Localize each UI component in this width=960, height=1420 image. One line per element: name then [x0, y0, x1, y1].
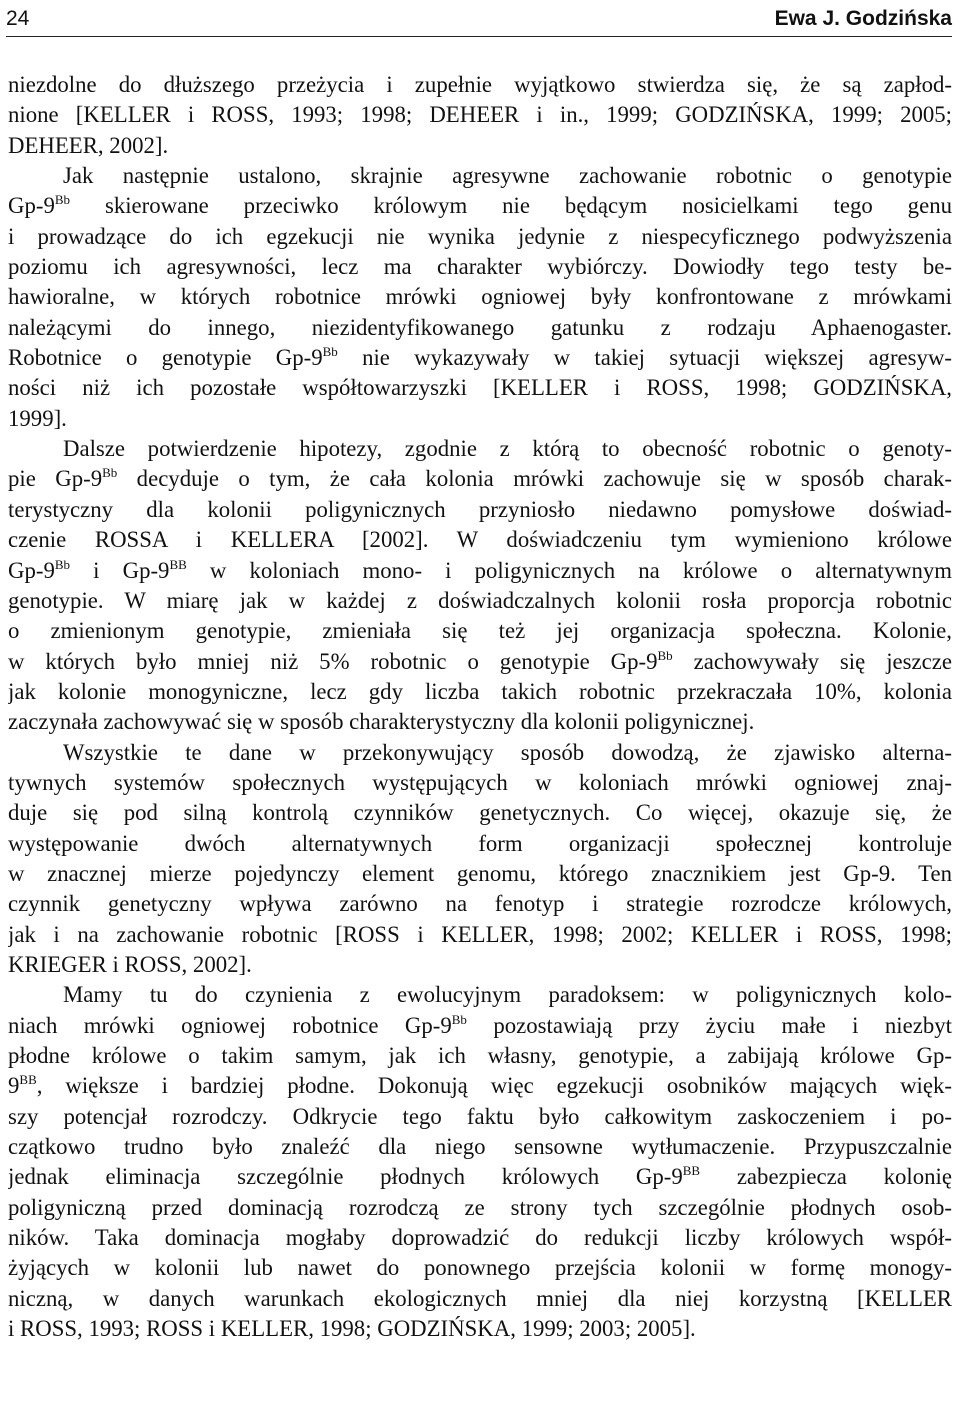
running-head-author: Ewa J. Godzińska: [774, 7, 952, 30]
text-line: Robotnice o genotypie $Gp-9^{Bb}$ nie wykazywały w takiej sytuacji większej agresyw-: [8, 344, 952, 371]
text-line: tywnych systemów społecznych występujących w koloniach mrówki ogniowej znaj-: [8, 769, 952, 795]
text-line: genotypie. W miarę jak w każdej z doświadczalnych kolonii rosła proporcja robotnic: [8, 587, 952, 613]
text-line: szy potencjał rozrodczy. Odkrycie tego faktu było całkowitym zaskoczeniem i po-: [8, 1103, 952, 1129]
text-line: Dalsze potwierdzenie hipotezy, zgodnie z którą to obecność robotnic o genoty-: [63, 436, 952, 462]
text-line: ności niż ich pozostałe współtowarzyszki [KELLER i ROSS, 1998; GODZIŃSKA,: [8, 375, 952, 401]
text-line: ników. Taka dominacja mogłaby doprowadzić do redukcji liczby królowych współ-: [8, 1225, 952, 1251]
text-line: Mamy tu do czynienia z ewolucyjnym paradoksem: w poligynicznych kolo-: [63, 982, 952, 1008]
text-line: czenie ROSSA i KELLERA [2002]. W doświadczeniu tym wymieniono królowe: [8, 527, 952, 553]
text-line: KRIEGER i ROSS, 2002].: [8, 951, 252, 977]
text-line: Jak następnie ustalono, skrajnie agresywne zachowanie robotnic o genotypie: [63, 163, 952, 189]
text-line: niach mrówki ogniowej robotnice $Gp-9^{Bb}$ pozostawiają przy życiu małe i niezbyt: [8, 1011, 952, 1038]
text-line: i prowadzące do ich egzekucji nie wynika jedynie z niespecyficznego podwyższenia: [8, 223, 952, 249]
text-line: i ROSS, 1993; ROSS i KELLER, 1998; GODZIŃSKA, 1999; 2003; 2005].: [8, 1316, 696, 1342]
text-line: żyjących w kolonii lub nawet do ponownego przejścia kolonii w formę monogy-: [8, 1255, 952, 1281]
text-line: $Gp-9^{Bb}$ skierowane przeciwko królowym nie będącym nosicielkami tego genu: [8, 192, 952, 219]
text-line: zaczynała zachowywać się w sposób charakterystyczny dla kolonii poligynicznej.: [8, 709, 755, 735]
text-line: duje się pod silną kontrolą czynników genetycznych. Co więcej, okazuje się, że: [8, 800, 952, 826]
page-header: [6, 2, 952, 37]
text-line: płodne królowe o takim samym, jak ich własny, genotypie, a zabijają królowe Gp-: [8, 1043, 952, 1068]
text-line: niezdolne do dłuższego przeżycia i zupełnie wyjątkowo stwierdza się, że są zapłod-: [8, 72, 952, 97]
text-line: nione [KELLER i ROSS, 1993; 1998; DEHEER i in., 1999; GODZIŃSKA, 1999; 2005;: [8, 102, 952, 128]
text-line: 1999].: [8, 405, 67, 431]
text-line: pie $Gp-9^{Bb}$ decyduje o tym, że cała kolonia mrówki zachowuje się w sposób charak-: [8, 465, 952, 492]
text-line: jak kolonie monogyniczne, lecz gdy liczba takich robotnic przekraczała 10%, kolonia: [8, 678, 952, 704]
text-line: poligyniczną przed dominacją rozrodczą ze strony tych szczególnie płodnych osob-: [8, 1194, 952, 1220]
page-number: 24: [6, 7, 30, 30]
text-line: poziomu ich agresywności, lecz ma charakter wybiórczy. Dowiodły tego testy be-: [8, 254, 952, 280]
text-line: niczną, w danych warunkach ekologicznych mniej dla niej korzystną [KELLER: [8, 1285, 952, 1311]
text-line: $Gp-9^{Bb}$ i $Gp-9^{BB}$ w koloniach mono- i poligynicznych na królowe o alternatywnym: [8, 556, 952, 583]
text-line: jednak eliminacja szczególnie płodnych królowych $Gp-9^{BB}$ zabezpiecza kolonię: [8, 1163, 952, 1190]
text-line: występowanie dwóch alternatywnych form organizacji społecznej kontroluje: [8, 830, 952, 856]
text-line: należącymi do innego, niezidentyfikowanego gatunku z rodzaju Aphaenogaster.: [8, 314, 952, 340]
text-line: jak i na zachowanie robotnic [ROSS i KELLER, 1998; 2002; KELLER i ROSS, 1998;: [8, 921, 952, 947]
text-line: Wszystkie te dane w przekonywujący sposób dowodzą, że zjawisko alterna-: [63, 739, 952, 765]
text-line: hawioralne, w których robotnice mrówki ogniowej były konfrontowane z mrówkami: [8, 284, 952, 310]
text-line: czynnik genetyczny wpływa zarówno na fenotyp i strategie rozrodcze królowych,: [8, 891, 952, 917]
text-line: $9^{BB}$, większe i bardziej płodne. Dokonują więc egzekucji osobników mających więk-: [8, 1072, 952, 1099]
text-line: o zmienionym genotypie, zmieniała się też jej organizacja społeczna. Kolonie,: [8, 618, 952, 644]
text-line: terystyczny dla kolonii poligynicznych przyniosło niedawno pomysłowe doświad-: [8, 496, 952, 522]
text-line: czątkowo trudno było znaleźć dla niego sensowne wytłumaczenie. Przypuszczalnie: [8, 1134, 952, 1160]
body-text: [8, 70, 952, 1344]
text-line: w których było mniej niż 5% robotnic o genotypie $Gp-9^{Bb}$ zachowywały się jeszcze: [8, 647, 952, 674]
text-line: w znacznej mierze pojedynczy element genomu, którego znacznikiem jest Gp-9. Ten: [8, 860, 952, 886]
text-line: DEHEER, 2002].: [8, 132, 169, 158]
